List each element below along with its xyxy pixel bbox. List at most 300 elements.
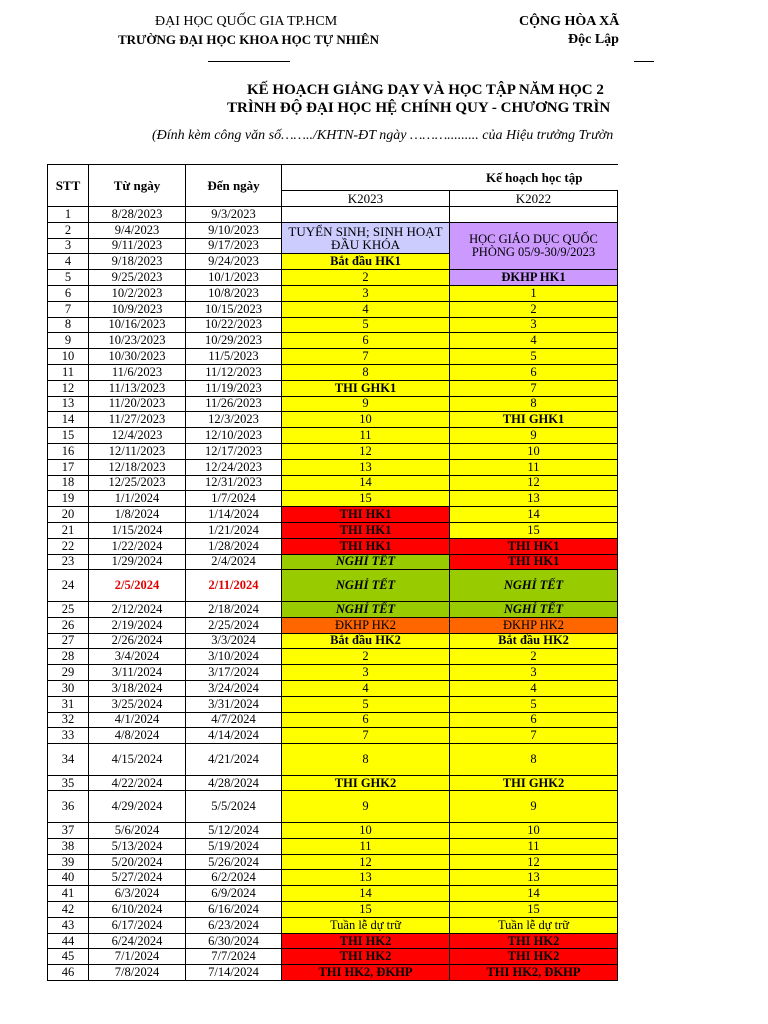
table-row [48, 601, 619, 617]
cell-extra [618, 886, 619, 902]
cell-extra [618, 665, 619, 681]
cell-from: 6/3/2024 [89, 886, 186, 902]
table-row [48, 412, 619, 428]
table-row [48, 775, 619, 791]
cell-from: 5/27/2024 [89, 870, 186, 886]
cell-k2022: 8 [450, 744, 618, 776]
cell-stt: 6 [48, 285, 89, 301]
cell-k2023: 5 [282, 317, 450, 333]
cell-from: 7/8/2024 [89, 965, 186, 981]
cell-k2023: 12 [282, 443, 450, 459]
divider-left [208, 61, 290, 62]
cell-from: 4/1/2024 [89, 712, 186, 728]
cell-k2022: ĐKHP HK2 [450, 617, 618, 633]
cell-k2023: 11 [282, 838, 450, 854]
cell-from: 9/4/2023 [89, 222, 186, 238]
table-row [48, 933, 619, 949]
cell-k2022: NGHỈ TẾT [450, 601, 618, 617]
cell-stt: 41 [48, 886, 89, 902]
cell-from: 9/25/2023 [89, 270, 186, 286]
cell-k2022: THI HK1 [450, 538, 618, 554]
cell-stt: 25 [48, 601, 89, 617]
cell-k2023: 4 [282, 680, 450, 696]
cell-k2022: 12 [450, 475, 618, 491]
university-name: ĐẠI HỌC QUỐC GIA TP.HCM [155, 14, 338, 29]
table-row [48, 428, 619, 444]
cell-k2023: Tuần lễ dự trữ [282, 917, 450, 933]
cell-extra [618, 270, 619, 286]
cell-from: 12/18/2023 [89, 459, 186, 475]
cell-extra [618, 538, 619, 554]
cell-to: 12/24/2023 [186, 459, 282, 475]
cell-to: 2/4/2024 [186, 554, 282, 570]
cell-k2022: 8 [450, 396, 618, 412]
cell-k2023: 2 [282, 270, 450, 286]
cell-from: 11/27/2023 [89, 412, 186, 428]
col-header-k2023: K2023 [282, 191, 450, 207]
cell-from: 10/30/2023 [89, 349, 186, 365]
divider-right [634, 61, 654, 62]
cell-to: 2/11/2024 [186, 570, 282, 602]
cell-k2023: 3 [282, 665, 450, 681]
cell-k2023: 3 [282, 285, 450, 301]
cell-k2022: 14 [450, 886, 618, 902]
cell-to: 5/26/2024 [186, 854, 282, 870]
cell-k2022: 5 [450, 349, 618, 365]
cell-stt: 5 [48, 270, 89, 286]
cell-k2023: 15 [282, 902, 450, 918]
cell-stt: 3 [48, 238, 89, 254]
table-row [48, 270, 619, 286]
cell-extra [618, 601, 619, 617]
cell-to: 3/10/2024 [186, 649, 282, 665]
cell-extra [618, 823, 619, 839]
table-row [48, 870, 619, 886]
cell-from: 8/28/2023 [89, 207, 186, 223]
cell-k2023: Bắt đầu HK2 [282, 633, 450, 649]
cell-stt: 44 [48, 933, 89, 949]
table-row [48, 522, 619, 538]
cell-k2023 [282, 207, 450, 223]
cell-stt: 42 [48, 902, 89, 918]
cell-k2023-orientation: TUYỂN SINH; SINH HOẠT ĐẦU KHÓA [282, 222, 450, 254]
cell-from: 5/13/2024 [89, 838, 186, 854]
cell-k2022: 15 [450, 522, 618, 538]
table-row [48, 728, 619, 744]
cell-extra [618, 396, 619, 412]
cell-k2022: ĐKHP HK1 [450, 270, 618, 286]
col-header-k2022: K2022 [450, 191, 618, 207]
cell-stt: 34 [48, 744, 89, 776]
table-row [48, 459, 619, 475]
cell-from: 11/20/2023 [89, 396, 186, 412]
cell-k2022: THI GHK1 [450, 412, 618, 428]
cell-extra [618, 475, 619, 491]
cell-k2022: THI GHK2 [450, 775, 618, 791]
cell-to: 11/5/2023 [186, 349, 282, 365]
cell-to: 12/3/2023 [186, 412, 282, 428]
cell-to: 1/21/2024 [186, 522, 282, 538]
cell-from: 12/11/2023 [89, 443, 186, 459]
cell-k2023: THI HK2, ĐKHP [282, 965, 450, 981]
cell-to: 6/30/2024 [186, 933, 282, 949]
school-name: TRƯỜNG ĐẠI HỌC KHOA HỌC TỰ NHIÊN [118, 32, 379, 47]
cell-stt: 30 [48, 680, 89, 696]
table-row [48, 285, 619, 301]
table-row [48, 854, 619, 870]
cell-k2023: 12 [282, 854, 450, 870]
cell-to: 10/29/2023 [186, 333, 282, 349]
cell-from: 4/22/2024 [89, 775, 186, 791]
cell-k2022: 10 [450, 443, 618, 459]
table-row [48, 207, 619, 223]
cell-to: 6/9/2024 [186, 886, 282, 902]
cell-stt: 20 [48, 507, 89, 523]
cell-k2022: 1 [450, 285, 618, 301]
cell-k2022: NGHỈ TẾT [450, 570, 618, 602]
cell-stt: 24 [48, 570, 89, 602]
cell-stt: 43 [48, 917, 89, 933]
cell-k2023: 13 [282, 459, 450, 475]
cell-from: 6/10/2024 [89, 902, 186, 918]
table-row [48, 380, 619, 396]
cell-to: 3/3/2024 [186, 633, 282, 649]
col-header-from: Từ ngày [89, 165, 186, 207]
cell-to: 12/10/2023 [186, 428, 282, 444]
republic-heading: CỘNG HÒA XÃ [519, 14, 620, 29]
cell-to: 11/12/2023 [186, 364, 282, 380]
cell-extra [618, 965, 619, 981]
cell-to: 7/7/2024 [186, 949, 282, 965]
table-row [48, 349, 619, 365]
cell-extra [618, 870, 619, 886]
cell-k2022: 7 [450, 380, 618, 396]
cell-to: 5/5/2024 [186, 791, 282, 823]
cell-from: 10/9/2023 [89, 301, 186, 317]
cell-to: 2/25/2024 [186, 617, 282, 633]
table-row [48, 949, 619, 965]
cell-stt: 22 [48, 538, 89, 554]
table-row [48, 712, 619, 728]
motto: Độc Lập [568, 32, 619, 47]
cell-stt: 14 [48, 412, 89, 428]
col-header-stt: STT [48, 165, 89, 207]
cell-to: 11/26/2023 [186, 396, 282, 412]
cell-extra [618, 775, 619, 791]
cell-from: 2/26/2024 [89, 633, 186, 649]
cell-from: 5/6/2024 [89, 823, 186, 839]
cell-extra [618, 317, 619, 333]
cell-k2022: Tuần lễ dự trữ [450, 917, 618, 933]
cell-to: 3/17/2024 [186, 665, 282, 681]
table-row [48, 744, 619, 776]
table-row [48, 538, 619, 554]
table-row [48, 443, 619, 459]
cell-k2022-defense: HỌC GIÁO DỤC QUỐC PHÒNG 05/9-30/9/2023 [450, 222, 618, 269]
table-row [48, 507, 619, 523]
cell-extra [618, 570, 619, 602]
cell-extra [618, 712, 619, 728]
table-row [48, 696, 619, 712]
cell-extra [618, 222, 619, 238]
cell-from: 4/8/2024 [89, 728, 186, 744]
cell-to: 4/14/2024 [186, 728, 282, 744]
cell-k2023: 9 [282, 396, 450, 412]
cell-stt: 39 [48, 854, 89, 870]
cell-stt: 26 [48, 617, 89, 633]
cell-k2023: THI GHK1 [282, 380, 450, 396]
table-row [48, 333, 619, 349]
cell-extra [618, 696, 619, 712]
cell-k2022: 2 [450, 301, 618, 317]
cell-extra [618, 680, 619, 696]
table-row [48, 491, 619, 507]
cell-k2022: 2 [450, 649, 618, 665]
table-row [48, 838, 619, 854]
cell-to: 1/7/2024 [186, 491, 282, 507]
cell-to: 2/18/2024 [186, 601, 282, 617]
table-row [48, 554, 619, 570]
cell-stt: 46 [48, 965, 89, 981]
cell-from: 5/20/2024 [89, 854, 186, 870]
cell-k2022: 10 [450, 823, 618, 839]
cell-extra [618, 917, 619, 933]
cell-stt: 35 [48, 775, 89, 791]
cell-from: 6/17/2024 [89, 917, 186, 933]
cell-from: 3/4/2024 [89, 649, 186, 665]
cell-k2023: THI HK1 [282, 522, 450, 538]
cell-from: 1/15/2024 [89, 522, 186, 538]
cell-stt: 11 [48, 364, 89, 380]
cell-to: 9/10/2023 [186, 222, 282, 238]
cell-k2022: 4 [450, 333, 618, 349]
cell-extra [618, 349, 619, 365]
table-row [48, 301, 619, 317]
cell-k2023: 10 [282, 412, 450, 428]
cell-extra [618, 933, 619, 949]
cell-extra [618, 728, 619, 744]
cell-extra [618, 949, 619, 965]
cell-k2022: 6 [450, 364, 618, 380]
cell-k2022: THI HK2 [450, 949, 618, 965]
cell-to: 10/8/2023 [186, 285, 282, 301]
cell-to: 9/3/2023 [186, 207, 282, 223]
cell-to: 1/28/2024 [186, 538, 282, 554]
cell-stt: 2 [48, 222, 89, 238]
table-row [48, 823, 619, 839]
cell-k2023: THI GHK2 [282, 775, 450, 791]
cell-extra [618, 633, 619, 649]
cell-k2022 [450, 207, 618, 223]
cell-k2023: 4 [282, 301, 450, 317]
schedule-table-container [47, 164, 618, 984]
cell-stt: 13 [48, 396, 89, 412]
table-row [48, 317, 619, 333]
cell-k2023: 8 [282, 364, 450, 380]
cell-to: 7/14/2024 [186, 965, 282, 981]
cell-from: 2/19/2024 [89, 617, 186, 633]
cell-k2023: 6 [282, 333, 450, 349]
cell-k2023: ĐKHP HK2 [282, 617, 450, 633]
cell-from: 7/1/2024 [89, 949, 186, 965]
cell-from: 1/29/2024 [89, 554, 186, 570]
cell-k2023: 2 [282, 649, 450, 665]
cell-stt: 40 [48, 870, 89, 886]
cell-stt: 28 [48, 649, 89, 665]
cell-from: 1/22/2024 [89, 538, 186, 554]
cell-extra [618, 649, 619, 665]
cell-from: 4/15/2024 [89, 744, 186, 776]
table-row [48, 902, 619, 918]
cell-extra [618, 380, 619, 396]
cell-extra [618, 791, 619, 823]
cell-to: 6/23/2024 [186, 917, 282, 933]
table-row [48, 649, 619, 665]
cell-k2022: 6 [450, 712, 618, 728]
cell-to: 4/28/2024 [186, 775, 282, 791]
cell-extra [618, 301, 619, 317]
cell-from: 1/1/2024 [89, 491, 186, 507]
cell-to: 5/12/2024 [186, 823, 282, 839]
cell-from: 12/25/2023 [89, 475, 186, 491]
table-row [48, 475, 619, 491]
cell-stt: 8 [48, 317, 89, 333]
cell-to: 6/16/2024 [186, 902, 282, 918]
page-subtitle: (Đính kèm công văn số……../KHTN-ĐT ngày ………......... của Hiệu trưởng Trườn [152, 128, 614, 143]
cell-stt: 23 [48, 554, 89, 570]
cell-to: 1/14/2024 [186, 507, 282, 523]
cell-to: 12/17/2023 [186, 443, 282, 459]
cell-k2023: 9 [282, 791, 450, 823]
cell-extra [618, 254, 619, 270]
cell-extra [618, 507, 619, 523]
cell-from: 10/16/2023 [89, 317, 186, 333]
cell-stt: 16 [48, 443, 89, 459]
cell-stt: 38 [48, 838, 89, 854]
cell-stt: 21 [48, 522, 89, 538]
cell-extra [618, 491, 619, 507]
cell-k2023: NGHỈ TẾT [282, 554, 450, 570]
cell-k2023: THI HK1 [282, 538, 450, 554]
cell-stt: 19 [48, 491, 89, 507]
cell-from: 4/29/2024 [89, 791, 186, 823]
table-row [48, 680, 619, 696]
cell-k2023: 15 [282, 491, 450, 507]
cell-extra [618, 207, 619, 223]
cell-k2023: NGHỈ TẾT [282, 601, 450, 617]
cell-stt: 31 [48, 696, 89, 712]
cell-stt: 9 [48, 333, 89, 349]
cell-k2022: 14 [450, 507, 618, 523]
cell-stt: 37 [48, 823, 89, 839]
cell-k2022: 11 [450, 838, 618, 854]
cell-from: 9/11/2023 [89, 238, 186, 254]
cell-to: 9/24/2023 [186, 254, 282, 270]
cell-k2023: 7 [282, 728, 450, 744]
table-row [48, 222, 619, 238]
table-row [48, 364, 619, 380]
cell-to: 10/22/2023 [186, 317, 282, 333]
table-row [48, 570, 619, 602]
cell-stt: 12 [48, 380, 89, 396]
cell-k2022: 15 [450, 902, 618, 918]
cell-k2022: 3 [450, 665, 618, 681]
cell-stt: 15 [48, 428, 89, 444]
cell-extra [618, 838, 619, 854]
cell-extra [618, 522, 619, 538]
cell-to: 10/1/2023 [186, 270, 282, 286]
cell-to: 5/19/2024 [186, 838, 282, 854]
cell-to: 4/7/2024 [186, 712, 282, 728]
cell-k2022: 13 [450, 870, 618, 886]
cell-k2023: 11 [282, 428, 450, 444]
cell-k2022: THI HK2, ĐKHP [450, 965, 618, 981]
cell-k2023: THI HK2 [282, 933, 450, 949]
cell-extra [618, 617, 619, 633]
cell-stt: 17 [48, 459, 89, 475]
cell-k2022: 12 [450, 854, 618, 870]
cell-stt: 1 [48, 207, 89, 223]
table-row [48, 917, 619, 933]
cell-from: 2/12/2024 [89, 601, 186, 617]
cell-extra [618, 333, 619, 349]
schedule-table [47, 164, 618, 981]
cell-k2022: 11 [450, 459, 618, 475]
cell-to: 12/31/2023 [186, 475, 282, 491]
cell-k2022: 4 [450, 680, 618, 696]
col-header-extra [618, 191, 619, 207]
cell-k2023: 14 [282, 886, 450, 902]
cell-k2023: 10 [282, 823, 450, 839]
cell-to: 6/2/2024 [186, 870, 282, 886]
cell-k2023: 5 [282, 696, 450, 712]
cell-k2023: Bắt đầu HK1 [282, 254, 450, 270]
cell-to: 3/24/2024 [186, 680, 282, 696]
cell-stt: 36 [48, 791, 89, 823]
cell-k2022: THI HK2 [450, 933, 618, 949]
cell-k2022: THI HK1 [450, 554, 618, 570]
cell-k2022: 9 [450, 428, 618, 444]
table-row [48, 633, 619, 649]
table-row [48, 886, 619, 902]
cell-from: 11/6/2023 [89, 364, 186, 380]
table-row [48, 665, 619, 681]
cell-stt: 27 [48, 633, 89, 649]
cell-k2023: 6 [282, 712, 450, 728]
cell-from: 1/8/2024 [89, 507, 186, 523]
cell-to: 9/17/2023 [186, 238, 282, 254]
cell-stt: 45 [48, 949, 89, 965]
page-title-line2: TRÌNH ĐỘ ĐẠI HỌC HỆ CHÍNH QUY - CHƯƠNG TRÌN [227, 100, 611, 116]
cell-from: 2/5/2024 [89, 570, 186, 602]
cell-stt: 10 [48, 349, 89, 365]
page-title: KẾ HOẠCH GIẢNG DẠY VÀ HỌC TẬP NĂM HỌC 2 [247, 82, 604, 98]
cell-to: 11/19/2023 [186, 380, 282, 396]
cell-k2022: 13 [450, 491, 618, 507]
cell-extra [618, 854, 619, 870]
cell-stt: 4 [48, 254, 89, 270]
cell-extra [618, 428, 619, 444]
col-header-plan: Kế hoạch học tập [282, 165, 619, 191]
cell-k2023: 8 [282, 744, 450, 776]
cell-from: 3/11/2024 [89, 665, 186, 681]
cell-k2022: 9 [450, 791, 618, 823]
table-row [48, 965, 619, 981]
cell-stt: 32 [48, 712, 89, 728]
cell-extra [618, 238, 619, 254]
cell-extra [618, 902, 619, 918]
cell-from: 12/4/2023 [89, 428, 186, 444]
